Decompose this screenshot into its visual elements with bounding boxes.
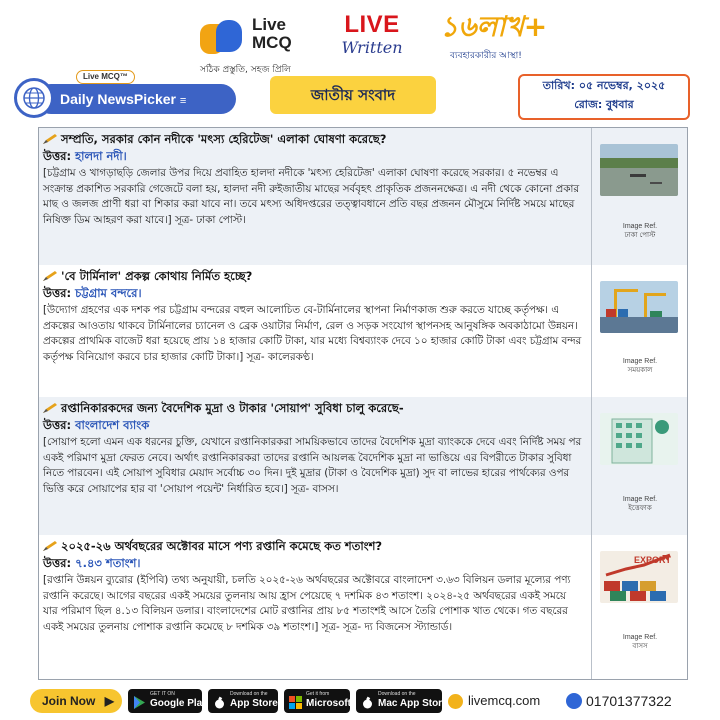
- news-item-body: [39, 397, 589, 497]
- microsoft-store-button[interactable]: [284, 689, 350, 713]
- category-title: জাতীয় সংবাদ: [270, 76, 436, 114]
- daily-newspicker-label: Daily NewsPicker ≡: [36, 84, 236, 114]
- image-column: [591, 535, 687, 679]
- answer: [43, 286, 583, 301]
- store-small-text: Get it from: [306, 691, 330, 697]
- image-ref-source: ঢাকা পোস্ট: [624, 232, 656, 239]
- newspicker-text: Daily NewsPicker: [60, 91, 176, 107]
- date-label: তারিখ: ০৫ নভেম্বর, ২০২৫: [542, 79, 666, 92]
- app-store-button[interactable]: [208, 689, 278, 713]
- port-photo: [600, 281, 678, 333]
- livemcq-logo-mark: [200, 20, 244, 56]
- answer-value: বাংলাদেশ ব্যাংক: [75, 418, 150, 432]
- answer-value: ৭.৪৩ শতাংশ।: [75, 556, 141, 570]
- news-item-body: [39, 535, 589, 635]
- apple-icon: [361, 694, 374, 707]
- apple-icon: [213, 694, 226, 707]
- image-ref-label: Image Ref.: [622, 496, 658, 503]
- footer-bar: [30, 688, 700, 714]
- store-name: Google Play: [150, 698, 208, 709]
- answer-label: উত্তর:: [43, 556, 72, 570]
- answer-details: [উদ্যোগ গ্রহণের এক দশক পর চট্টগ্রাম বন্দরের বহুল আলোচিত বে-টার্মিনালের স্থাপনা নির্মাণকাজ শুরু করতে যাচ্ছে কর্তৃপক্ষ। এ প্রকল্পের আওতায় থাকবে টার্মিনালের চ্যানেল ও ব্রেক ওয়াটার নির্মাণ, রেল ও সড়ক সংযোগ স্থাপনসহ আনুষঙ্গিক অবকাঠামো উন্নয়ন। প্রকল্পের প্রাথমিক বাজেট ধরা হয়েছে প্রায় ১৪ হাজার কোটি টাকা, যার মধ্যে বিশ্বব্যাংক দেবে ১০ হাজার কোটি টাকা এবং চট্টগ্রাম বন্দর কর্তৃপক্ষ বিনিয়োগ করবে চার হাজার কোটি টাকা।] সূত্র- কালেরকণ্ঠ।: [43, 304, 582, 363]
- logo-title-line2: MCQ: [252, 33, 292, 52]
- live-logo-line1: LIVE: [344, 11, 400, 38]
- news-item: [39, 265, 687, 397]
- pencil-icon: [43, 270, 57, 280]
- website-text: livemcq.com: [468, 693, 541, 708]
- users-subtitle: ব্যবহারকারীর আস্থা!: [450, 51, 522, 61]
- store-name: Microsoft: [306, 698, 351, 709]
- answer-value: হালদা নদী।: [75, 149, 127, 163]
- phone-number: 01701377322: [586, 693, 672, 709]
- question: [43, 539, 583, 554]
- store-small-text: Download on the: [230, 691, 268, 697]
- pencil-icon: [43, 133, 57, 143]
- answer-label: উত্তর:: [43, 418, 72, 432]
- phone-icon: [566, 693, 582, 709]
- news-item: [39, 397, 687, 535]
- daily-newspicker-logo: [14, 70, 236, 120]
- question: [43, 132, 583, 147]
- mac-app-store-button[interactable]: [356, 689, 448, 713]
- pencil-icon: [43, 402, 57, 412]
- question: [43, 401, 583, 416]
- answer-details: [সোয়াপ হলো এমন এক ধরনের চুক্তি, যেখানে রপ্তানিকারকরা সাময়িকভাবে তাদের বৈদেশিক মুদ্রা ব্যাংককে দেবে এবং নির্দিষ্ট সময় পর একই পরিমাণ মুদ্রা ফেরত নেবে। অর্থাৎ রপ্তানিকারকরা তাদের রপ্তানি আয়লব্ধ বৈদেশিক মুদ্রা না ভাঙিয়ে এর বিপরীতে টাকার সুবিধা নিতে পারবেন। এই সোয়াপ সুবিধার মেয়াদ সর্বোচ্চ ৩০ দিন। দুই মুদ্রার (টাকা ও বৈদেশিক মুদ্রা) সুদ বা লাভের হারের পার্থক্যের ওপর ভিত্তি করে সোয়াপের হার বা 'সোয়াপ পয়েন্ট' নির্ধারিত হবে।] সূত্র- বাসস।: [43, 436, 582, 495]
- store-name: App Store: [230, 698, 278, 709]
- image-ref-source: ইত্তেফাক: [628, 505, 652, 512]
- globe-icon: [448, 694, 463, 709]
- pencil-icon: [43, 540, 57, 550]
- river-photo: [600, 144, 678, 196]
- answer-details: [রপ্তানি উন্নয়ন ব্যুরোর (ইপিবি) তথ্য অনুযায়ী, চলতি ২০২৫-২৬ অর্থবছরের অক্টোবরে বাংলাদেশ ৩.৬৩ বিলিয়ন ডলার মূল্যের পণ্য রপ্তানি করেছে। আগের বছরের একই সময়ের তুলনায় আয় হ্রাস পেয়েছে ৭ দশমিক ৪৩ শতাংশ। ২০২৪-২৫ অর্থবছরের একই সময়ে যার পরিমাণ ছিল ৪.১৩ বিলিয়ন ডলার। বাংলাদেশের মোট রপ্তানির প্রায় ৮৫ শতাংশই আসে তৈরি পোশাক খাত থেকে। গত বছরের একই সময়ের তুলনায় পোশাক রপ্তানি কমেছে ৮ দশমিক ৩৯ শতাংশ।] সূত্র- সূত্র- দ্য বিজনেস স্ট্যান্ডার্ড।: [43, 574, 571, 633]
- store-name: Mac App Store: [378, 698, 448, 709]
- image-column: [591, 397, 687, 535]
- question-text: 'বে টার্মিনাল' প্রকল্প কোথায় নির্মিত হচ্ছে?: [61, 269, 253, 283]
- export-photo: [600, 551, 678, 603]
- website-link[interactable]: [448, 688, 540, 714]
- news-item-body: [39, 128, 589, 228]
- livemcq-tagline: সঠিক প্রস্তুতি, সহজ প্রিলি: [200, 65, 291, 75]
- phone-contact[interactable]: [566, 688, 672, 714]
- date-box: [518, 74, 690, 120]
- google-play-button[interactable]: [128, 689, 208, 713]
- users-count-badge: [440, 12, 550, 68]
- bank-building-photo: [600, 413, 678, 465]
- image-ref-source: সময়কাল: [627, 367, 653, 374]
- answer: [43, 149, 583, 164]
- image-column: [591, 265, 687, 397]
- news-item: [39, 535, 687, 679]
- windows-icon: [289, 694, 302, 707]
- news-item-body: [39, 265, 589, 365]
- news-item: [39, 128, 687, 265]
- answer: [43, 418, 583, 433]
- store-small-text: GET IT ON: [150, 691, 175, 697]
- join-now-label: Join Now: [42, 694, 96, 708]
- answer-value: চট্টগ্রাম বন্দরে।: [75, 286, 142, 300]
- question-text: ২০২৫-২৬ অর্থবছরের অক্টোবর মাসে পণ্য রপ্তানি কমেছে কত শতাংশ?: [61, 539, 383, 553]
- answer-label: উত্তর:: [43, 149, 72, 163]
- users-count: ১৬লাখ+: [440, 10, 548, 43]
- answer-details: [চট্টগ্রাম ও খাগড়াছড়ি জেলার উপর দিয়ে প্রবাহিত হালদা নদীকে 'মৎস্য হেরিটেজ' এলাকা ঘোষণা করেছে সরকার। ৫ নভেম্বর এ সংক্রান্ত প্রকাশিত সরকারি গেজেটে বলা হয়, হালদা নদী রুইজাতীয় মাছের সর্ববৃহৎ প্রাকৃতিক প্রজননক্ষেত্র। এ নদী থেকে কোনো প্রকার মাছ ও জলজ প্রাণী ধরা বা শিকার করা যাবে না। তবে মৎস্য অধিদপ্তরের তত্ত্বাবধানে প্রতি বছর প্রজনন মৌসুমে নির্দিষ্ট সময়ে মাছের নিষিক্ত ডিম আহরণ করা যাবে।] সূত্র- ঢাকা পোস্ট।: [43, 167, 580, 226]
- day-label: রোজ: বুধবার: [574, 98, 634, 111]
- image-ref-label: Image Ref.: [622, 634, 658, 641]
- livemcq-logo: [200, 14, 330, 75]
- livemcq-tm-badge: Live MCQ™: [76, 70, 135, 84]
- join-now-button[interactable]: [30, 689, 122, 713]
- image-ref-label: Image Ref.: [622, 223, 658, 230]
- arrow-right-icon: ▶: [104, 694, 114, 708]
- answer-label: উত্তর:: [43, 286, 72, 300]
- store-small-text: Download on the: [378, 691, 416, 697]
- image-ref-label: Image Ref.: [622, 358, 658, 365]
- logo-title-line1: Live: [252, 15, 287, 34]
- google-play-icon: [133, 694, 146, 707]
- image-ref-source: বাসস: [632, 643, 648, 650]
- live-written-logo: [340, 12, 404, 66]
- image-column: [591, 128, 687, 265]
- globe-icon: [14, 78, 54, 118]
- question-text: রপ্তানিকারকদের জন্য বৈদেশিক মুদ্রা ও টাকার 'সোয়াপ' সুবিধা চালু করেছে-: [61, 401, 404, 415]
- live-logo-line2: Written: [341, 38, 403, 57]
- question-text: সম্প্রতি, সরকার কোন নদীকে 'মৎস্য হেরিটেজ' এলাকা ঘোষণা করেছে?: [61, 132, 387, 146]
- livemcq-logo-title: [252, 16, 292, 52]
- answer: [43, 556, 583, 571]
- question: [43, 269, 583, 284]
- news-list: [38, 127, 688, 680]
- export-label: EXPORT: [634, 555, 672, 565]
